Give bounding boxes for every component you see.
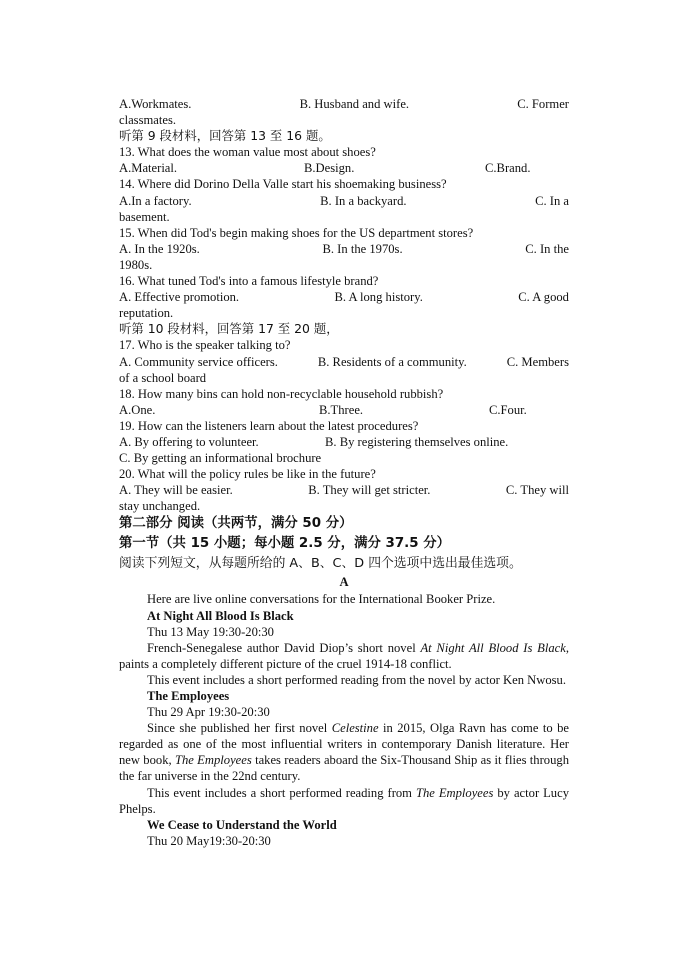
option-c-continuation: 1980s. — [119, 257, 153, 272]
option-b: B. Husband and wife. — [299, 97, 410, 111]
part-two-title: 第二部分 阅读（共两节，满分 50 分） — [119, 516, 353, 532]
option-a: A. Effective promotion. — [119, 290, 240, 305]
q19-options — [119, 434, 569, 450]
option-a: A.Workmates. — [119, 97, 192, 111]
option-b: B.Design. — [304, 161, 355, 176]
event-title: We Cease to Understand the World — [147, 817, 337, 832]
question-13: 13. What does the woman value most about shoes? — [119, 145, 376, 160]
exam-page — [119, 96, 569, 849]
section-one-title: 第一节（共 15 小题；每小题 2.5 分，满分 37.5 分） — [119, 536, 451, 552]
option-a: A. In the 1920s. — [119, 241, 200, 256]
q17-options — [119, 354, 569, 370]
book-title: The Employees — [174, 753, 252, 768]
option-a: A.Material. — [119, 161, 178, 176]
option-a: A. By offering to volunteer. — [119, 434, 259, 449]
passage-intro: Here are live online conversations for the International Booker Prize. — [147, 592, 496, 607]
option-c: C. In the — [525, 241, 569, 256]
reading-instructions: 阅读下列短文，从每题所给的 A、B、C、D 四个选项中选出最佳选项。 — [119, 556, 522, 572]
event-title: At Night All Blood Is Black — [147, 608, 294, 623]
option-b: B. In a backyard. — [320, 193, 407, 208]
q19-option-c: C. By getting an informational brochure — [119, 451, 322, 466]
question-19: 19. How can the listeners learn about the latest procedures? — [119, 418, 419, 433]
option-c: C.Brand. — [485, 161, 531, 176]
event-reading-note: This event includes a short performed reading from The Employees by actor Lucy Phelps. — [119, 785, 569, 816]
option-c: C. Members — [506, 354, 569, 369]
option-b: B. They will get stricter. — [308, 483, 431, 498]
option-c-continuation: reputation. — [119, 306, 174, 321]
q16-options — [119, 289, 569, 305]
option-c-continuation: stay unchanged. — [119, 499, 201, 514]
question-20: 20. What will the policy rules be like in the future? — [119, 467, 376, 482]
event-title: The Employees — [147, 689, 230, 703]
book-title: At Night All Blood Is Black — [420, 640, 566, 655]
q18-options — [119, 402, 569, 418]
option-c: C. They will — [505, 483, 569, 498]
q20-options — [119, 482, 569, 498]
passage-letter: A — [339, 575, 349, 590]
event-time: Thu 29 Apr 19:30-20:30 — [147, 705, 270, 720]
question-18: 18. How many bins can hold non-recyclable household rubbish? — [119, 386, 444, 401]
question-16: 16. What tuned Tod's into a famous lifestyle brand? — [119, 274, 379, 289]
question-14: 14. Where did Dorino Della Valle start his shoemaking business? — [119, 177, 447, 192]
option-b: B.Three. — [319, 402, 364, 417]
option-c: C. A good — [518, 290, 569, 305]
book-title: Celestine — [331, 721, 379, 736]
q13-options — [119, 160, 569, 176]
section-9-heading: 听第 9 段材料，回答第 13 至 16 题。 — [119, 128, 331, 144]
event-description: Since she published her first novel Celestine in 2015, Olga Ravn has come to be regarded as one of the most influential writers in contemporary Danish literature. Her new book, The Employees takes readers aboard the Six-Thousand Ship as it flies through the far universe in the 22nd century. — [119, 721, 569, 784]
section-10-heading: 听第 10 段材料，回答第 17 至 20 题， — [119, 321, 339, 337]
q15-options — [119, 241, 569, 257]
option-a: A.One. — [119, 402, 156, 417]
option-c-continuation: basement. — [119, 209, 170, 224]
option-a: A.In a factory. — [119, 193, 192, 208]
option-c-continuation: of a school board — [119, 370, 207, 385]
event-time: Thu 20 May19:30-20:30 — [147, 833, 271, 848]
book-title: The Employees — [415, 785, 494, 800]
option-b: B. A long history. — [334, 290, 423, 305]
option-b: B. Residents of a community. — [317, 354, 467, 369]
event-description: French-Senegalese author David Diop’s short novel At Night All Blood Is Black, paints a completely different picture of the cruel 1914-18 conflict. — [119, 640, 569, 671]
q12-options — [119, 96, 569, 112]
question-17: 17. Who is the speaker talking to? — [119, 338, 291, 353]
option-c: C. In a — [535, 193, 569, 208]
option-b: B. By registering themselves online. — [325, 434, 509, 449]
option-c-continuation: classmates. — [119, 113, 177, 128]
option-a: A. They will be easier. — [119, 483, 233, 498]
option-c: C.Four. — [489, 402, 527, 417]
option-c: C. Former — [517, 97, 569, 111]
event-time: Thu 13 May 19:30-20:30 — [147, 624, 274, 639]
option-b: B. In the 1970s. — [322, 241, 403, 256]
q14-options — [119, 193, 569, 209]
question-15: 15. When did Tod's begin making shoes for the US department stores? — [119, 225, 474, 240]
option-a: A. Community service officers. — [119, 354, 278, 369]
event-reading-note: This event includes a short performed reading from the novel by actor Ken Nwosu. — [147, 672, 566, 687]
